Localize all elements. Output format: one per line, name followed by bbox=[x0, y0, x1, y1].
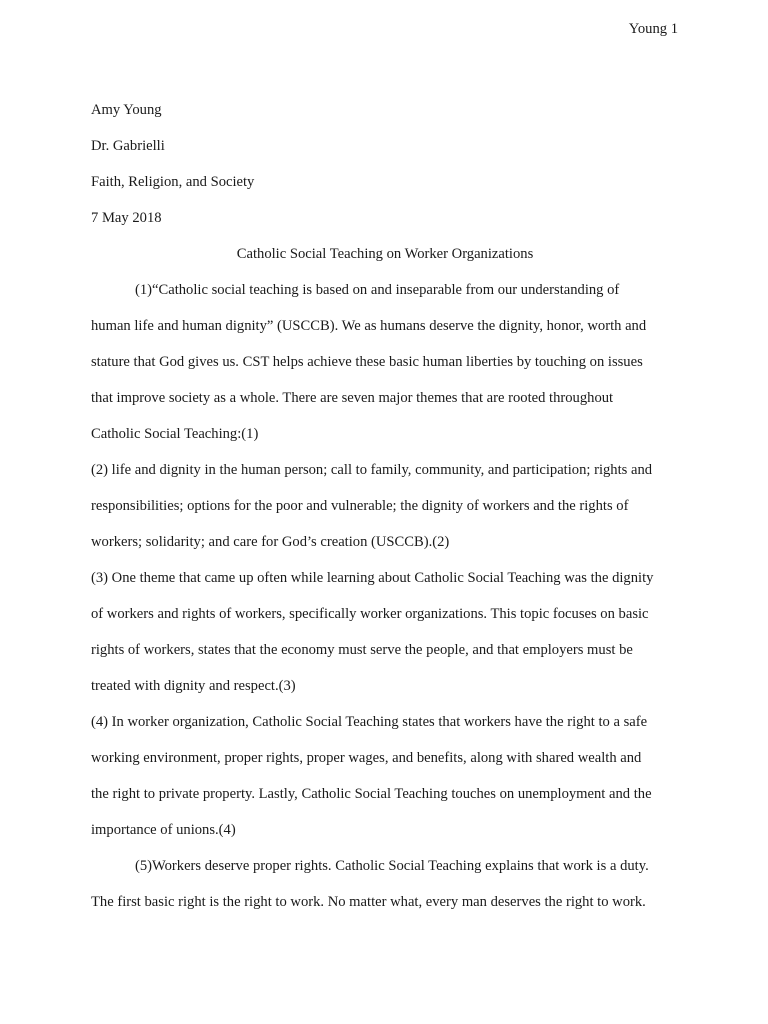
paragraph-line: treated with dignity and respect.(3) bbox=[91, 678, 296, 694]
document-date: 7 May 2018 bbox=[91, 210, 162, 226]
running-head: Young 1 bbox=[628, 21, 678, 37]
author-name: Amy Young bbox=[91, 102, 162, 118]
paragraph-line: working environment, proper rights, proper wages, and benefits, along with shared wealth and bbox=[91, 750, 642, 766]
paragraph-line: (3) One theme that came up often while learning about Catholic Social Teaching was the dignity bbox=[91, 570, 654, 586]
document-body bbox=[91, 92, 679, 920]
paragraph-line: (5)Workers deserve proper rights. Catholic Social Teaching explains that work is a duty. bbox=[135, 858, 649, 874]
paragraph-line: stature that God gives us. CST helps achieve these basic human liberties by touching on issues bbox=[91, 354, 643, 370]
paragraph-line: (4) In worker organization, Catholic Social Teaching states that workers have the right to a safe bbox=[91, 714, 648, 730]
paragraph-line: responsibilities; options for the poor and vulnerable; the dignity of workers and the rights of bbox=[91, 498, 629, 514]
paragraph-line: (2) life and dignity in the human person; call to family, community, and participation; rights and bbox=[91, 462, 653, 478]
paragraph-line: rights of workers, states that the economy must serve the people, and that employers must be bbox=[91, 642, 633, 658]
instructor-name: Dr. Gabrielli bbox=[91, 138, 165, 154]
paragraph-line: (1)“Catholic social teaching is based on and inseparable from our understanding of bbox=[135, 282, 620, 298]
paragraph-line: human life and human dignity” (USCCB). We as humans deserve the dignity, honor, worth and bbox=[91, 318, 647, 334]
paragraph-line: that improve society as a whole. There are seven major themes that are rooted throughout bbox=[91, 390, 614, 406]
document-title: Catholic Social Teaching on Worker Organizations bbox=[236, 246, 534, 262]
paragraph-line: Catholic Social Teaching:(1) bbox=[91, 426, 259, 442]
paragraph-line: of workers and rights of workers, specifically worker organizations. This topic focuses on basic bbox=[91, 606, 649, 622]
paragraph-line: the right to private property. Lastly, Catholic Social Teaching touches on unemployment and the bbox=[91, 786, 652, 802]
course-name: Faith, Religion, and Society bbox=[91, 174, 255, 190]
paragraph-line: workers; solidarity; and care for God’s creation (USCCB).(2) bbox=[91, 534, 450, 550]
paragraph-line: The first basic right is the right to work. No matter what, every man deserves the right to work. bbox=[91, 894, 646, 910]
paragraph-line: importance of unions.(4) bbox=[91, 822, 236, 838]
